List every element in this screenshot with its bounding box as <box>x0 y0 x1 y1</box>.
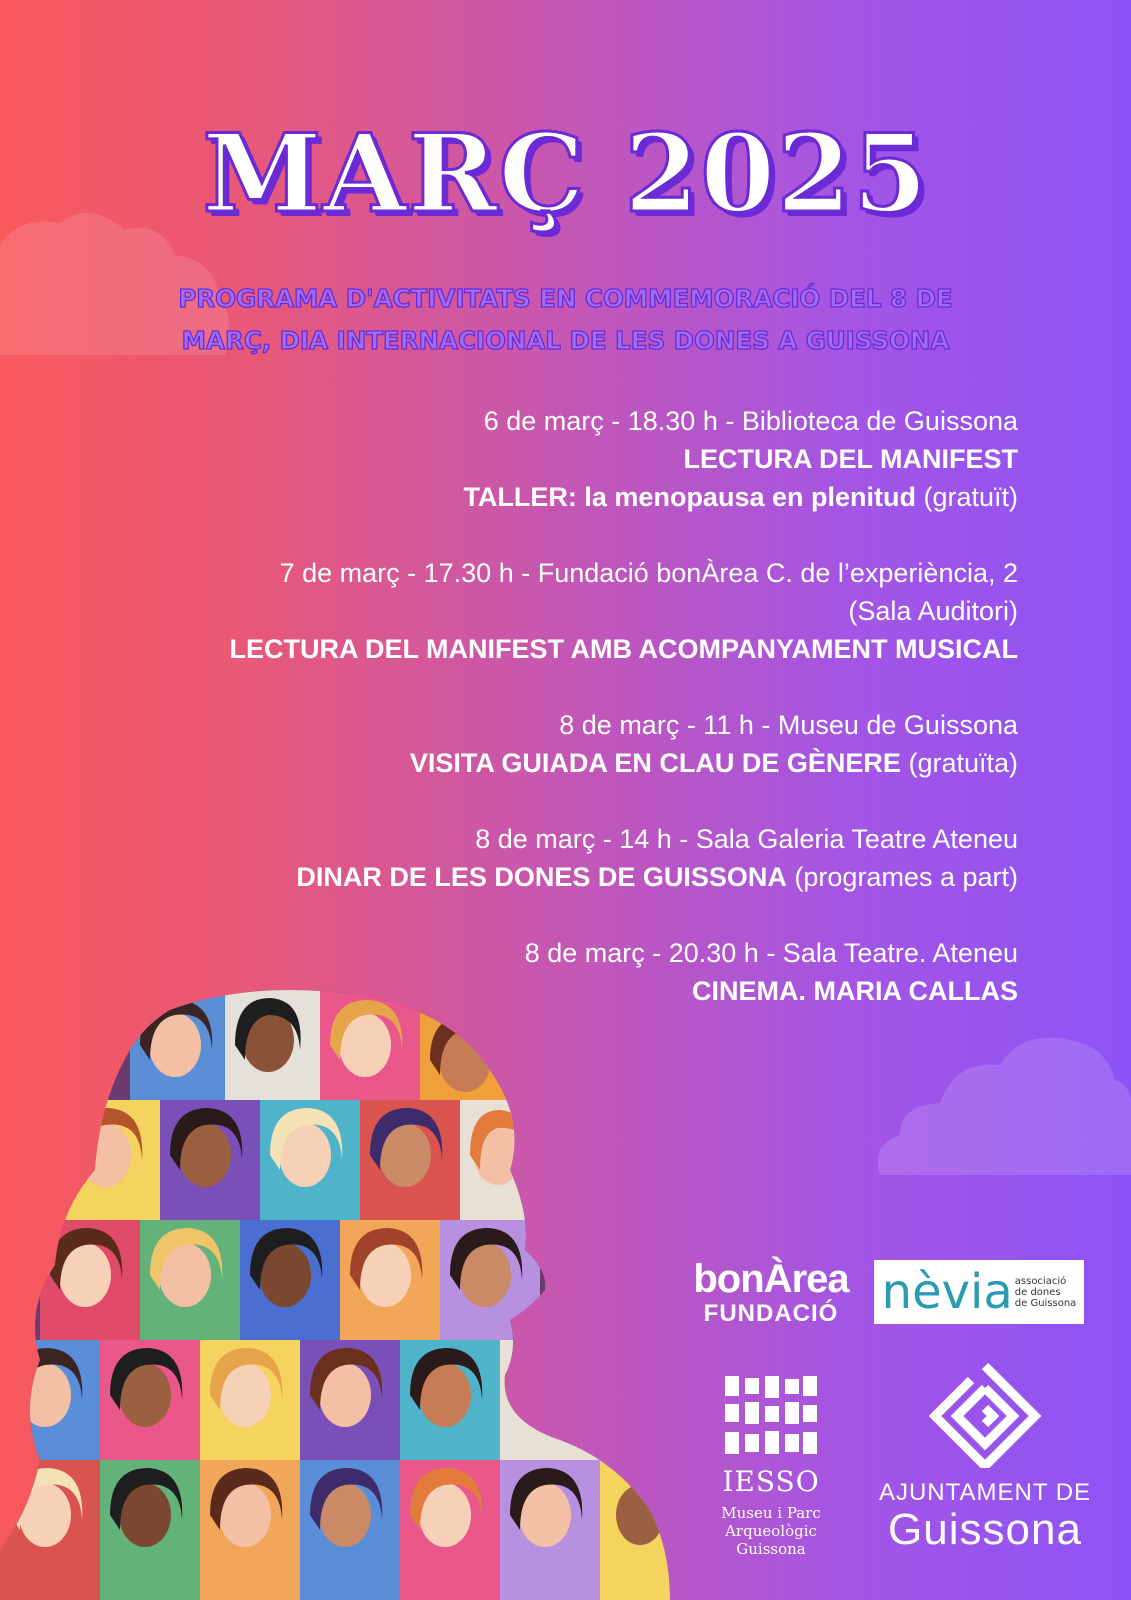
nevia-logo-name: nèvia <box>881 1264 1013 1320</box>
ajuntament-logo-line-1: AJUNTAMENT DE <box>878 1479 1092 1506</box>
event-activity: DINAR DE LES DONES DE GUISSONA <box>296 862 787 892</box>
event-meta: 8 de març - 20.30 h - Sala Teatre. Ateneu <box>524 938 1018 968</box>
guissona-spiral-icon <box>925 1358 1045 1468</box>
event-item <box>38 706 1018 782</box>
event-activity: VISITA GUIADA EN CLAU DE GÈNERE <box>409 748 901 778</box>
nevia-tagline-line: associació <box>1014 1275 1067 1287</box>
event-note: (programes a part) <box>786 862 1018 892</box>
nevia-tagline-line: de Guissona <box>1014 1297 1077 1309</box>
iesso-logo-subtitle <box>716 1504 826 1558</box>
event-activity: CINEMA. MARIA CALLAS <box>692 976 1018 1006</box>
subtitle <box>0 278 1131 362</box>
cloud-right-decoration <box>870 1025 1131 1185</box>
event-meta: 8 de març - 14 h - Sala Galeria Teatre Ateneu <box>475 824 1018 854</box>
event-note: (gratuïta) <box>900 748 1018 778</box>
nevia-tagline-line: de dones <box>1014 1286 1061 1298</box>
event-list <box>38 402 1018 1048</box>
event-item <box>38 820 1018 896</box>
ajuntament-logo-line-2: Guissona <box>888 1505 1082 1554</box>
event-item <box>38 402 1018 516</box>
event-note: (gratuït) <box>915 482 1018 512</box>
page-title: MARÇ 2025 <box>202 111 929 237</box>
event-item <box>38 554 1018 668</box>
event-meta-room: (Sala Auditori) <box>848 596 1018 626</box>
bonarea-logo-sub: FUNDACIÓ <box>703 1300 839 1327</box>
subtitle-line-1: PROGRAMA D'ACTIVITATS EN COMMEMORACIÓ DEL 8 DE <box>178 284 953 313</box>
iesso-logo-name: IESSO <box>722 1465 820 1498</box>
iesso-subtitle-line: Arqueològic <box>725 1522 817 1540</box>
subtitle-line-2: MARÇ, DIA INTERNACIONAL DE LES DONES A GUISSONA <box>181 326 950 355</box>
event-activity: LECTURA DEL MANIFEST <box>683 444 1018 474</box>
event-meta: 7 de març - 17.30 h - Fundació bonÀrea C. de l’experiència, 2 <box>279 558 1018 588</box>
iesso-subtitle-line: Guissona <box>736 1540 806 1558</box>
women-crowd-illustration <box>0 990 680 1600</box>
event-activity: TALLER: la menopausa en plenitud <box>463 482 916 512</box>
nevia-logo <box>874 1260 1084 1324</box>
iesso-grid-icon <box>725 1376 817 1454</box>
iesso-museum-logo <box>716 1376 826 1558</box>
event-meta: 8 de març - 11 h - Museu de Guissona <box>559 710 1018 740</box>
iesso-subtitle-line: Museu i Parc <box>721 1504 821 1522</box>
nevia-logo-tagline <box>1015 1276 1077 1309</box>
event-meta: 6 de març - 18.30 h - Biblioteca de Guissona <box>483 406 1018 436</box>
ajuntament-guissona-logo <box>862 1358 1108 1553</box>
event-activity: LECTURA DEL MANIFEST AMB ACOMPANYAMENT MUSICAL <box>229 634 1018 664</box>
bonarea-fundacio-logo <box>686 1258 856 1328</box>
bonarea-logo-name: bonÀrea <box>693 1257 849 1301</box>
